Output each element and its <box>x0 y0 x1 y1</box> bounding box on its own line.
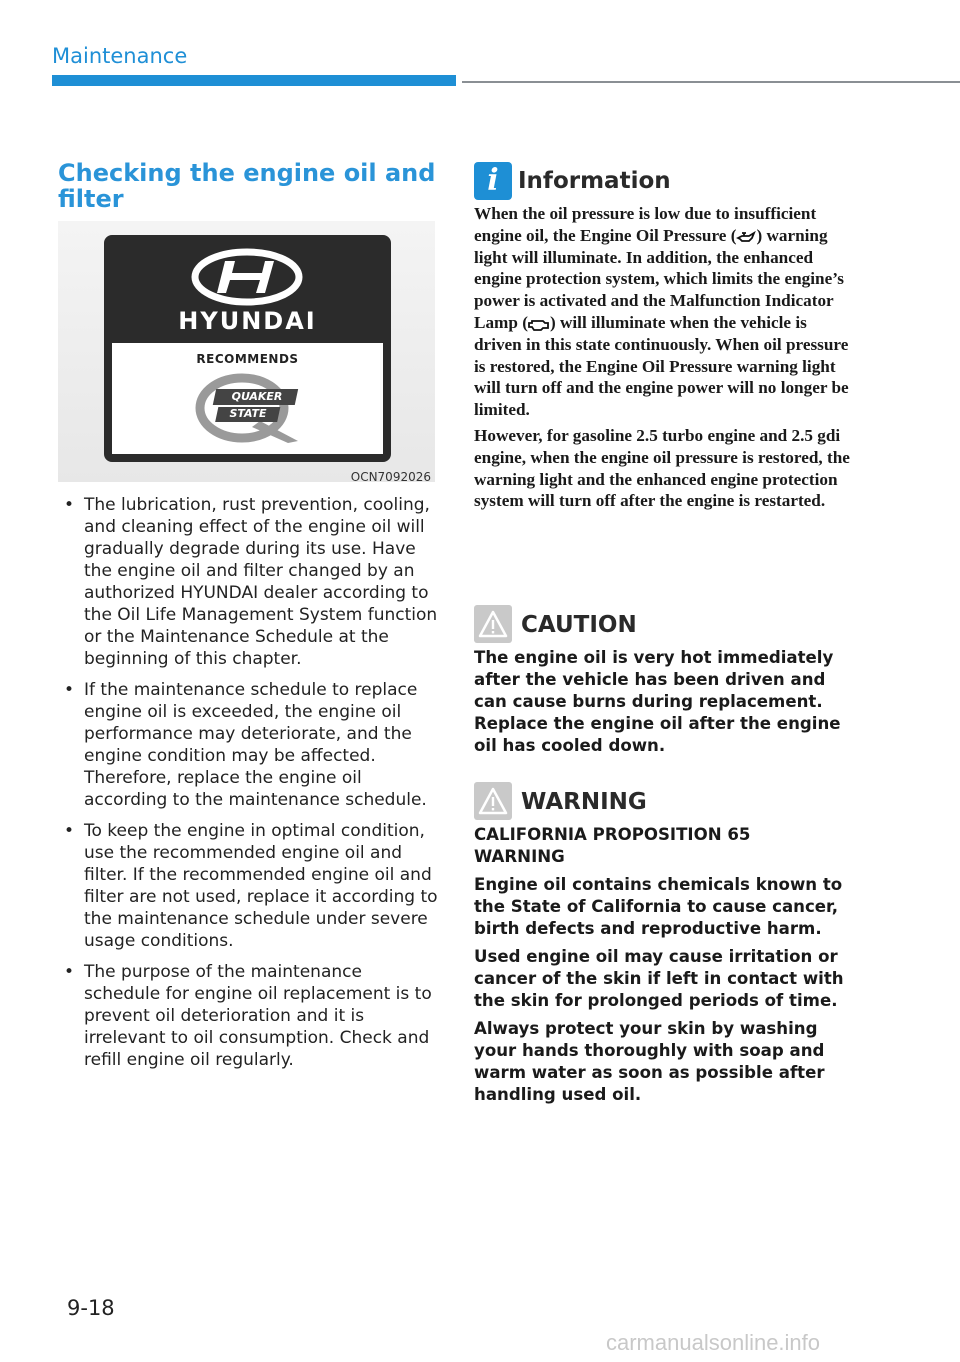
information-body <box>474 203 856 516</box>
section-label: Maintenance <box>52 44 188 68</box>
information-text: ) warning light will illuminate. In addition, the enhanced engine protection system, which limits the engine’s power is activated and the Malfunction Indicator Lamp ( <box>474 225 844 332</box>
brand-wordmark: HYUNDAI <box>178 307 317 335</box>
page-number: 9-18 <box>67 1296 115 1320</box>
section-heading: Checking the engine oil and filter <box>58 159 436 213</box>
information-icon: i <box>474 162 512 200</box>
warning-paragraph: Always protect your skin by washing your hands thoroughly with soap and warm water as soon as possible after handling used oil. <box>474 1019 825 1104</box>
figure-caption: OCN7092026 <box>350 470 431 484</box>
warning-title: WARNING <box>521 789 647 815</box>
recommends-label: RECOMMENDS <box>196 352 299 366</box>
partner-line-2: STATE <box>229 407 267 420</box>
warning-paragraph: Used engine oil may cause irritation or cancer of the skin if left in contact with the skin for prolonged periods of time. <box>474 947 844 1010</box>
list-item: • To keep the engine in optimal condition, use the recommended engine oil and filter. If the recommended engine oil and filter are not used, replace it according to the maintenance schedule under severe usage conditions. <box>58 820 438 952</box>
header-rule <box>462 81 960 83</box>
warning-body <box>474 824 864 1112</box>
information-paragraph: However, for gasoline 2.5 turbo engine and 2.5 gdi engine, when the engine oil pressure is restored, the warning light and the enhanced engine protection system will turn off after the engine is restarted. <box>474 425 850 511</box>
warning-subtitle: CALIFORNIA PROPOSITION 65 WARNING <box>474 825 751 866</box>
caution-body <box>474 647 864 763</box>
list-item: • The purpose of the maintenance schedule for engine oil replacement is to prevent oil deterioration and it is irrelevant to oil consumption. Check and refill engine oil regularly. <box>58 961 438 1071</box>
information-paragraph <box>474 203 856 421</box>
information-title: Information <box>518 168 671 194</box>
warning-paragraph: Engine oil contains chemicals known to the State of California to cause cancer, birth defects and reproductive harm. <box>474 875 843 938</box>
oil-pressure-icon <box>736 230 756 244</box>
information-text: ) will illuminate when the vehicle is driven in this state continuously. When oil pressure is restored, the Engine Oil Pressure warning light will turn off and the engine power will no longer be limited. <box>474 312 849 420</box>
engine-check-icon <box>528 317 550 331</box>
list-item: • The lubrication, rust prevention, cooling, and cleaning effect of the engine oil will gradually degrade during its use. Have the engine oil and filter changed by an authorized HYUNDAI dealer according to the Oil Life Management System function or the Maintenance Schedule at the beginning of this chapter. <box>58 494 438 670</box>
bullet-list <box>58 494 438 1080</box>
list-item: • If the maintenance schedule to replace engine oil is exceeded, the engine oil performance may deteriorate, and the engine condition may be affected. Therefore, replace the engine oil according to the maintenance schedule. <box>58 679 438 811</box>
warning-triangle-icon <box>474 782 512 820</box>
caution-title: CAUTION <box>521 612 637 638</box>
header-accent-bar <box>52 75 456 86</box>
information-text: When the oil pressure is low due to insufficient engine oil, the Engine Oil Pressure ( <box>474 204 817 245</box>
caution-triangle-icon <box>474 605 512 643</box>
oil-brand-figure <box>58 221 435 482</box>
watermark: carmanualsonline.info <box>606 1330 821 1355</box>
hyundai-recommends-card <box>104 235 391 462</box>
partner-line-1: QUAKER <box>231 390 283 403</box>
caution-text: The engine oil is very hot immediately after the vehicle has been driven and can cause burns during replacement. Replace the engine oil after the engine oil has cooled down. <box>474 648 841 755</box>
